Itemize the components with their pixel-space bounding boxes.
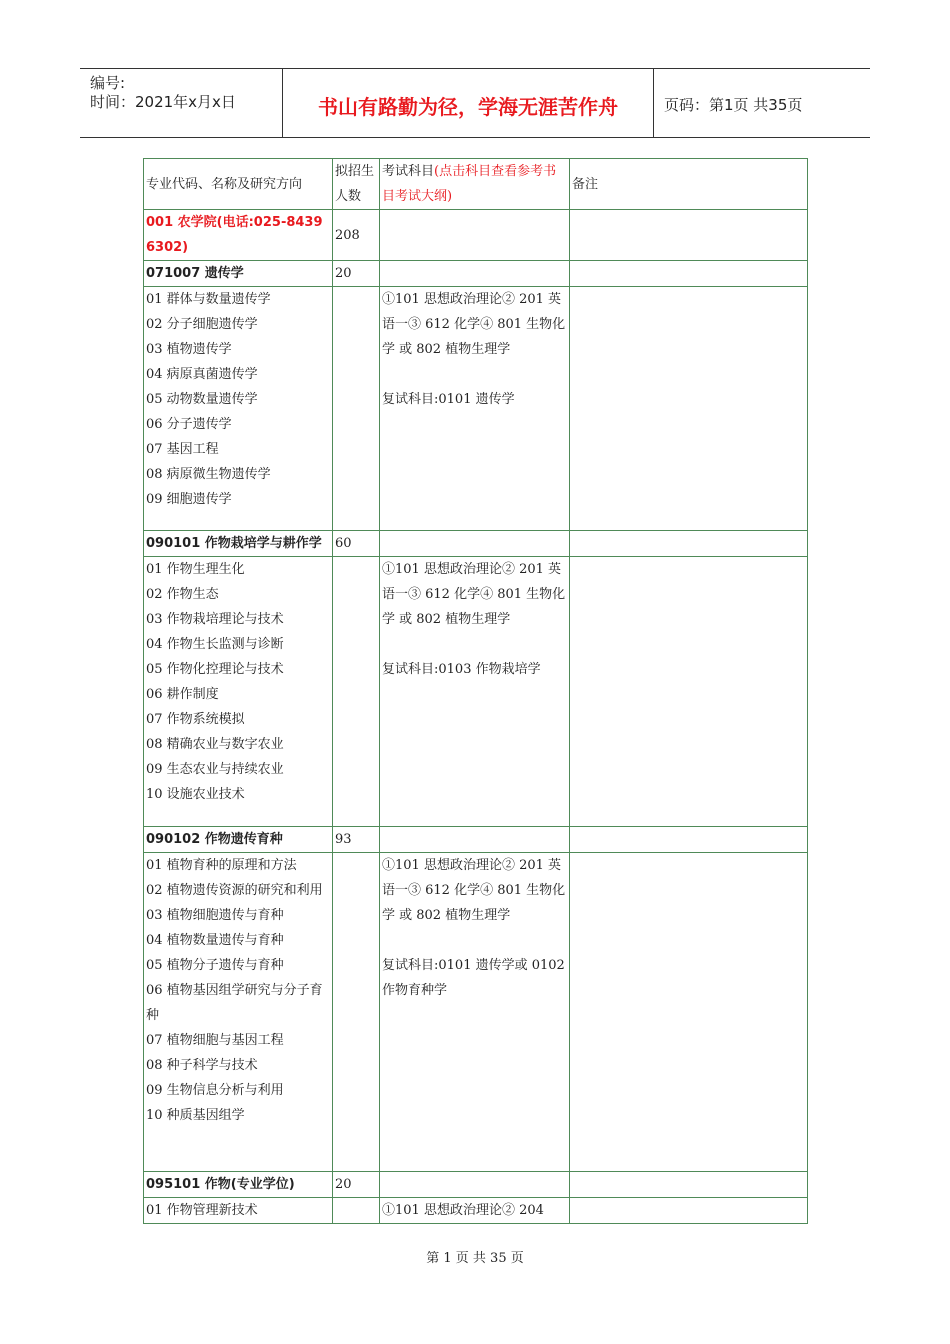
college-quota: 208 (333, 210, 380, 261)
direction-item: 08 精确农业与数字农业 (146, 737, 284, 752)
major-detail-row (144, 287, 808, 531)
direction-item: 02 植物遗传资源的研究和利用 (146, 883, 323, 898)
subjects-outline-link[interactable]: (点击科目查看参考书目考试大纲) (382, 164, 557, 204)
major-subjects (380, 827, 570, 853)
detail-quota (333, 287, 380, 531)
major-row (144, 827, 808, 853)
direction-item: 07 植物细胞与基因工程 (146, 1033, 284, 1048)
document-header (80, 68, 870, 138)
major-remarks (570, 1172, 808, 1198)
major-remarks (570, 827, 808, 853)
major-row (144, 261, 808, 287)
major-quota: 20 (333, 1172, 380, 1198)
direction-item: 03 作物栽培理论与技术 (146, 612, 284, 627)
detail-quota (333, 557, 380, 827)
direction-item: 02 作物生态 (146, 587, 219, 602)
header-subjects (380, 159, 570, 210)
page-footer: 第 1 页 共 35 页 (426, 1251, 524, 1266)
direction-item: 05 植物分子遗传与育种 (146, 958, 284, 973)
direction-item: 04 作物生长监测与诊断 (146, 637, 284, 652)
direction-item: 09 细胞遗传学 (146, 492, 232, 507)
retest-subjects-text: 复试科目:0101 遗传学或 0102 作物育种学 (382, 958, 565, 998)
direction-item: 05 动物数量遗传学 (146, 392, 258, 407)
direction-item: 06 分子遗传学 (146, 417, 232, 432)
direction-item: 01 植物育种的原理和方法 (146, 858, 297, 873)
exam-subjects-text[interactable]: ①101 思想政治理论② 204 (382, 1203, 544, 1218)
date-label: 时间：2021年x月x日 (90, 93, 236, 111)
retest-subjects-text: 复试科目:0103 作物栽培学 (382, 662, 541, 677)
header-major: 专业代码、名称及研究方向 (144, 159, 333, 210)
direction-item: 09 生物信息分析与利用 (146, 1083, 284, 1098)
detail-remarks (570, 853, 808, 1172)
detail-remarks (570, 1198, 808, 1224)
exam-subjects (380, 853, 570, 1172)
major-code-name: 071007 遗传学 (144, 261, 333, 287)
exam-subjects-text[interactable]: ①101 思想政治理论② 201 英语一③ 612 化学④ 801 生物化学 或 802 植物生理学 (382, 562, 566, 627)
direction-item: 06 植物基因组学研究与分子育种 (146, 983, 323, 1023)
direction-item: 08 种子科学与技术 (146, 1058, 258, 1073)
college-remarks (570, 210, 808, 261)
major-quota: 20 (333, 261, 380, 287)
direction-item: 09 生态农业与持续农业 (146, 762, 284, 777)
exam-subjects-text[interactable]: ①101 思想政治理论② 201 英语一③ 612 化学④ 801 生物化学 或 802 植物生理学 (382, 858, 566, 923)
direction-item: 10 设施农业技术 (146, 787, 245, 802)
header-motto-cell (283, 69, 654, 137)
detail-remarks (570, 287, 808, 531)
direction-item: 03 植物遗传学 (146, 342, 232, 357)
college-row (144, 210, 808, 261)
directions-list (144, 287, 333, 531)
exam-subjects (380, 287, 570, 531)
direction-item: 02 分子细胞遗传学 (146, 317, 258, 332)
table-header-row (144, 159, 808, 210)
major-detail-row (144, 1198, 808, 1224)
major-row (144, 531, 808, 557)
exam-subjects (380, 557, 570, 827)
detail-remarks (570, 557, 808, 827)
subjects-prefix: 考试科目 (382, 164, 435, 179)
header-remarks: 备注 (570, 159, 808, 210)
major-detail-row (144, 853, 808, 1172)
major-remarks (570, 261, 808, 287)
major-detail-row (144, 557, 808, 827)
major-row (144, 1172, 808, 1198)
exam-subjects-text[interactable]: ①101 思想政治理论② 201 英语一③ 612 化学④ 801 生物化学 或 802 植物生理学 (382, 292, 566, 357)
major-code-name: 095101 作物(专业学位) (144, 1172, 333, 1198)
direction-item: 01 作物生理生化 (146, 562, 245, 577)
direction-item: 04 病原真菌遗传学 (146, 367, 258, 382)
major-code-name: 090101 作物栽培学与耕作学 (144, 531, 333, 557)
direction-item: 03 植物细胞遗传与育种 (146, 908, 284, 923)
header-page-cell (654, 69, 870, 137)
detail-quota (333, 1198, 380, 1224)
direction-item: 10 种质基因组学 (146, 1108, 245, 1123)
header-meta-cell (80, 69, 283, 137)
college-name[interactable]: 001 农学院(电话:025-84396302) (144, 210, 333, 261)
direction-item: 08 病原微生物遗传学 (146, 467, 271, 482)
direction-item: 01 作物管理新技术 (146, 1203, 258, 1218)
direction-item: 05 作物化控理论与技术 (146, 662, 284, 677)
major-quota: 93 (333, 827, 380, 853)
major-remarks (570, 531, 808, 557)
major-subjects (380, 261, 570, 287)
direction-item: 06 耕作制度 (146, 687, 219, 702)
college-subjects (380, 210, 570, 261)
direction-item: 01 群体与数量遗传学 (146, 292, 271, 307)
retest-subjects-text: 复试科目:0101 遗传学 (382, 392, 515, 407)
major-subjects (380, 531, 570, 557)
major-subjects (380, 1172, 570, 1198)
header-quota: 拟招生人数 (333, 159, 380, 210)
major-code-name: 090102 作物遗传育种 (144, 827, 333, 853)
admissions-table (143, 158, 808, 1224)
major-quota: 60 (333, 531, 380, 557)
motto-text: 书山有路勤为径，学海无涯苦作舟 (318, 95, 618, 119)
number-label: 编号: (90, 74, 126, 92)
direction-item: 04 植物数量遗传与育种 (146, 933, 284, 948)
exam-subjects (380, 1198, 570, 1224)
directions-list (144, 557, 333, 827)
direction-item: 07 作物系统模拟 (146, 712, 245, 727)
directions-list (144, 853, 333, 1172)
detail-quota (333, 853, 380, 1172)
page-label: 页码：第1页 共35页 (664, 96, 803, 114)
directions-list (144, 1198, 333, 1224)
direction-item: 07 基因工程 (146, 442, 219, 457)
